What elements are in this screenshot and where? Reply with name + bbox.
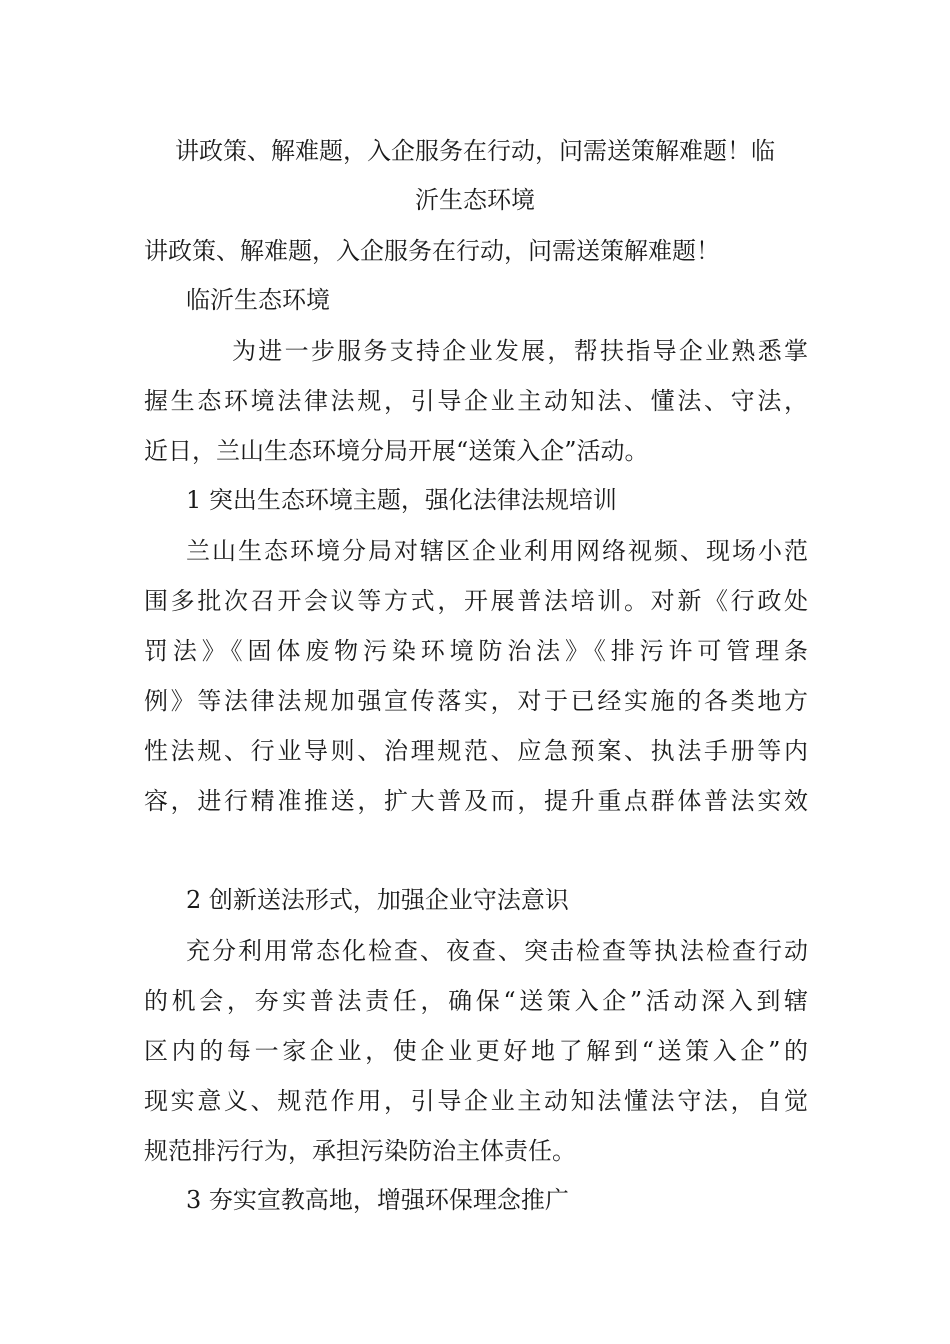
intro-line-3: 近日，兰山生态环境分局开展“送策入企”活动。 [144, 437, 649, 465]
section-2-line-5: 规范排污行为，承担污染防治主体责任。 [144, 1137, 576, 1165]
section-1-line-6: 容，进行精准推送，扩大普及而，提升重点群体普法实效 [144, 787, 808, 815]
section-1-line-2: 围多批次召开会议等方式，开展普法培训。对新《行政处 [144, 587, 808, 615]
section-1-line-3: 罚法》《固体废物污染环境防治法》《排污许可管理条 [144, 637, 808, 665]
doc-title-line-2: 沂生态环境 [415, 186, 535, 214]
section-1-heading: 1 突出生态环境主题，强化法律法规培训 [186, 486, 617, 514]
section-1-line-1: 兰山生态环境分局对辖区企业利用网络视频、现场小范 [186, 537, 808, 565]
section-1-line-4: 例》等法律法规加强宣传落实，对于已经实施的各类地方 [144, 687, 808, 715]
intro-line-1: 为进一步服务支持企业发展，帮扶指导企业熟悉掌 [232, 337, 808, 365]
doc-title-line-1: 讲政策、解难题，入企服务在行动，问需送策解难题！临 [175, 137, 775, 165]
section-2-line-4: 现实意义、规范作用，引导企业主动知法懂法守法，自觉 [144, 1087, 808, 1115]
subtitle-line-2: 临沂生态环境 [186, 286, 330, 314]
section-2-line-1: 充分利用常态化检查、夜查、突击检查等执法检查行动 [186, 937, 808, 965]
section-2-line-3: 区内的每一家企业，使企业更好地了解到“送策入企”的 [144, 1037, 808, 1065]
section-2-heading: 2 创新送法形式，加强企业守法意识 [186, 886, 569, 914]
section-3-heading: 3 夯实宣教高地，增强环保理念推广 [186, 1186, 569, 1214]
section-2-line-2: 的机会，夯实普法责任，确保“送策入企”活动深入到辖 [144, 987, 808, 1015]
intro-line-2: 握生态环境法律法规，引导企业主动知法、懂法、守法， [144, 387, 808, 415]
subtitle-line-1: 讲政策、解难题，入企服务在行动，问需送策解难题！ [144, 237, 720, 265]
section-1-line-5: 性法规、行业导则、治理规范、应急预案、执法手册等内 [144, 737, 808, 765]
